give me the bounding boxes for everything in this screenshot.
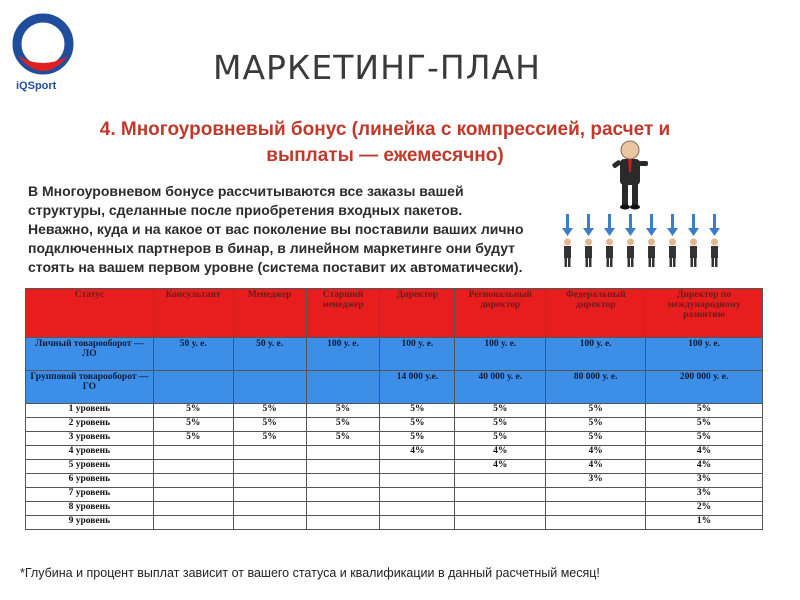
table-cell <box>455 474 546 488</box>
table-cell: 5% <box>646 432 763 446</box>
table-cell <box>380 502 455 516</box>
table-cell: 5% <box>455 418 546 432</box>
intro-line: подключенных партнеров в бинар, в линейном маркетинге они будут <box>28 240 516 256</box>
table-cell: 200 000 у. е. <box>646 371 763 404</box>
header-cell: Федеральный директор <box>546 289 646 338</box>
footnote: *Глубина и процент выплат зависит от вашего статуса и квалификации в данный расчетный месяц! <box>20 566 600 580</box>
level-row <box>26 460 763 474</box>
partners-figures-illustration <box>560 212 726 274</box>
page-title: МАРКЕТИНГ-ПЛАН <box>213 48 541 87</box>
table-cell: 40 000 у. е. <box>455 371 546 404</box>
table-cell: 5% <box>646 418 763 432</box>
logo-text: iQSport <box>16 80 57 92</box>
table-cell <box>306 371 380 404</box>
level-row <box>26 502 763 516</box>
table-cell: 5% <box>153 418 233 432</box>
table-cell: 4% <box>380 446 455 460</box>
table-cell: 5% <box>455 432 546 446</box>
table-cell <box>153 502 233 516</box>
table-cell: 50 у. е. <box>153 338 233 371</box>
table-cell <box>233 460 306 474</box>
table-cell: 100 у. е. <box>546 338 646 371</box>
leader-figure-illustration <box>610 138 650 210</box>
table-header-row <box>26 289 763 338</box>
table-cell: 5% <box>546 418 646 432</box>
row-label: 3 уровень <box>26 432 154 446</box>
table-cell: 50 у. е. <box>233 338 306 371</box>
row-label: 2 уровень <box>26 418 154 432</box>
level-row <box>26 474 763 488</box>
table-cell <box>455 488 546 502</box>
table-cell: 100 у. е. <box>380 338 455 371</box>
table-cell: 4% <box>455 446 546 460</box>
table-cell: 5% <box>153 432 233 446</box>
table-cell <box>153 446 233 460</box>
header-cell: Старший менеджер <box>306 289 380 338</box>
row-label: 4 уровень <box>26 446 154 460</box>
table-cell <box>153 474 233 488</box>
table-cell: 100 у. е. <box>455 338 546 371</box>
table-cell <box>153 371 233 404</box>
group-turnover-row <box>26 371 763 404</box>
header-cell: Консультант <box>153 289 233 338</box>
table-cell: 100 у. е. <box>306 338 380 371</box>
table-cell <box>233 371 306 404</box>
row-label: 7 уровень <box>26 488 154 502</box>
table-cell: 2% <box>646 502 763 516</box>
row-label: 1 уровень <box>26 404 154 418</box>
table-cell: 5% <box>380 404 455 418</box>
personal-turnover-row <box>26 338 763 371</box>
table-cell: 4% <box>646 446 763 460</box>
header-cell: Статус <box>26 289 154 338</box>
subtitle-line-1: 4. Многоуровневый бонус (линейка с компрессией, расчет и <box>99 119 671 140</box>
table-cell <box>380 516 455 530</box>
table-cell <box>546 502 646 516</box>
table-cell <box>380 488 455 502</box>
table-cell: 5% <box>306 432 380 446</box>
table-cell <box>380 474 455 488</box>
level-row <box>26 432 763 446</box>
table-cell <box>306 488 380 502</box>
table-cell <box>306 446 380 460</box>
level-row <box>26 418 763 432</box>
intro-line: стоять на вашем первом уровне (система поставит их автоматически). <box>28 259 523 275</box>
table-cell: 5% <box>646 404 763 418</box>
table-cell: 5% <box>233 432 306 446</box>
table-cell <box>455 502 546 516</box>
marketing-plan-table <box>25 288 763 530</box>
table-cell <box>546 488 646 502</box>
table-cell: 5% <box>306 404 380 418</box>
table-cell: 4% <box>546 460 646 474</box>
intro-text <box>28 182 558 277</box>
table-cell: 3% <box>546 474 646 488</box>
table-cell <box>306 474 380 488</box>
table-cell <box>306 502 380 516</box>
table-cell <box>153 460 233 474</box>
table-cell <box>546 516 646 530</box>
table-cell <box>380 460 455 474</box>
table-cell: 5% <box>455 404 546 418</box>
table-cell: 5% <box>546 404 646 418</box>
table-cell: 5% <box>546 432 646 446</box>
level-row <box>26 446 763 460</box>
row-label: 8 уровень <box>26 502 154 516</box>
level-row <box>26 488 763 502</box>
header-cell: Директор <box>380 289 455 338</box>
table-cell <box>233 516 306 530</box>
level-row <box>26 404 763 418</box>
row-label: 5 уровень <box>26 460 154 474</box>
table-cell <box>233 502 306 516</box>
table-cell: 5% <box>380 418 455 432</box>
table-cell <box>153 516 233 530</box>
table-cell <box>455 516 546 530</box>
table-cell: 100 у. е. <box>646 338 763 371</box>
table-cell: 5% <box>380 432 455 446</box>
table-cell: 3% <box>646 474 763 488</box>
table-cell <box>233 474 306 488</box>
table-cell <box>153 488 233 502</box>
table-cell: 5% <box>153 404 233 418</box>
table-cell: 80 000 у. е. <box>546 371 646 404</box>
row-label: Групповой товарооборот — ГО <box>26 371 154 404</box>
row-label: 6 уровень <box>26 474 154 488</box>
subtitle-line-2: выплаты — ежемесячно) <box>266 145 504 166</box>
table-cell: 5% <box>306 418 380 432</box>
table-cell <box>233 446 306 460</box>
table-cell <box>306 516 380 530</box>
table-cell: 1% <box>646 516 763 530</box>
table-cell: 4% <box>546 446 646 460</box>
header-cell: Менеджер <box>233 289 306 338</box>
table-cell: 5% <box>233 404 306 418</box>
table-cell: 4% <box>455 460 546 474</box>
level-row <box>26 516 763 530</box>
table-cell <box>306 460 380 474</box>
row-label: Личный товарооборот — ЛО <box>26 338 154 371</box>
table-cell: 3% <box>646 488 763 502</box>
table-cell: 14 000 у.е. <box>380 371 455 404</box>
header-cell: Директор по международному развитию <box>646 289 763 338</box>
table-cell: 5% <box>233 418 306 432</box>
intro-line: В Многоуровневом бонусе рассчитываются все заказы вашей <box>28 183 464 199</box>
intro-line: Неважно, куда и на какое от вас поколение вы поставили ваших лично <box>28 221 524 237</box>
header-cell: Региональный директор <box>455 289 546 338</box>
row-label: 9 уровень <box>26 516 154 530</box>
table-cell: 4% <box>646 460 763 474</box>
table-cell <box>233 488 306 502</box>
intro-line: структуры, сделанные после приобретения входных пакетов. <box>28 202 463 218</box>
